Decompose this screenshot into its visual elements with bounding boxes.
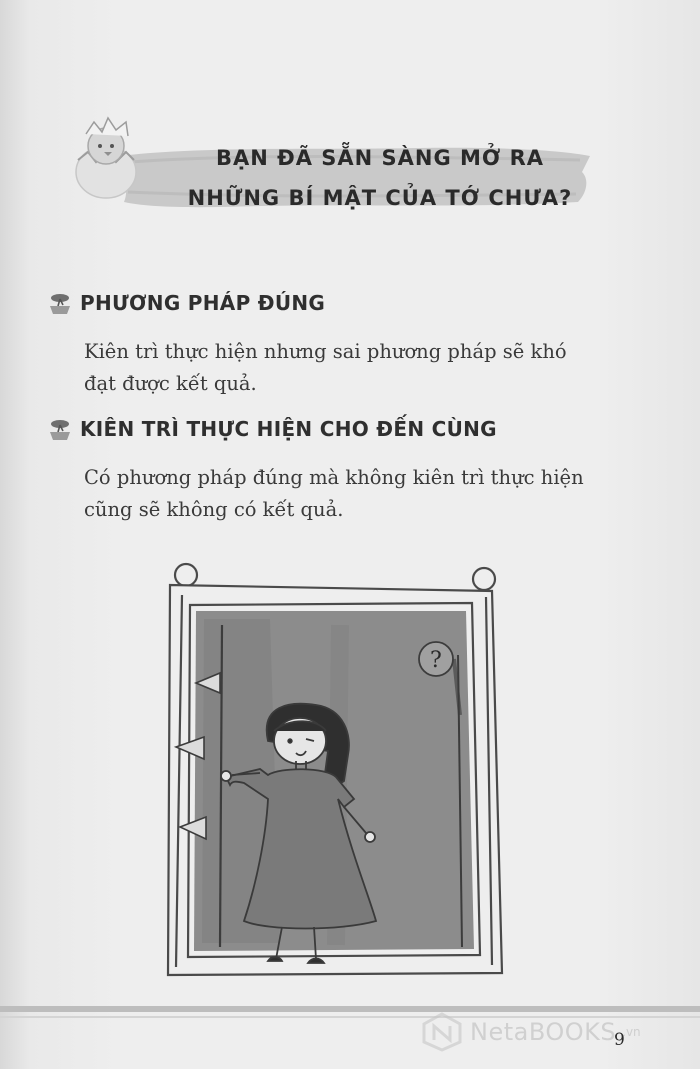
girl-opening-door-illustration: [140, 555, 520, 985]
watermark-text: NetaBOOKS: [470, 1018, 617, 1046]
section-title-persevere: [46, 416, 497, 442]
heading-line-1: BẠN ĐÃ SẴN SÀNG MỞ RA: [215, 146, 545, 170]
body-line: Có phương pháp đúng mà không kiên trì thực hiện: [84, 466, 584, 489]
section-title-correct-method: [46, 290, 325, 316]
body-line: đạt được kết quả.: [84, 372, 257, 395]
netabooks-logo-icon: [420, 1012, 464, 1052]
question-mark-text: ?: [430, 648, 442, 673]
bonsai-icon: [46, 416, 74, 442]
body-line: cũng sẽ không có kết quả.: [84, 498, 344, 521]
body-line: Kiên trì thực hiện nhưng sai phương pháp sẽ khó: [84, 340, 567, 363]
chick-in-egg-icon: [68, 112, 148, 202]
heading-banner: [60, 112, 620, 227]
bonsai-icon: [46, 290, 74, 316]
section-title-text: PHƯƠNG PHÁP ĐÚNG: [80, 291, 326, 315]
section-body-correct-method: [84, 336, 624, 400]
heading-line-2: NHỮNG BÍ MẬT CỦA TỚ CHƯA?: [187, 186, 573, 210]
watermark: [420, 1012, 690, 1052]
watermark-suffix: .vn: [622, 1025, 641, 1039]
page-number: 9: [614, 1030, 625, 1050]
section-body-persevere: [84, 462, 624, 526]
section-title-text: KIÊN TRÌ THỰC HIỆN CHO ĐẾN CÙNG: [80, 417, 497, 441]
